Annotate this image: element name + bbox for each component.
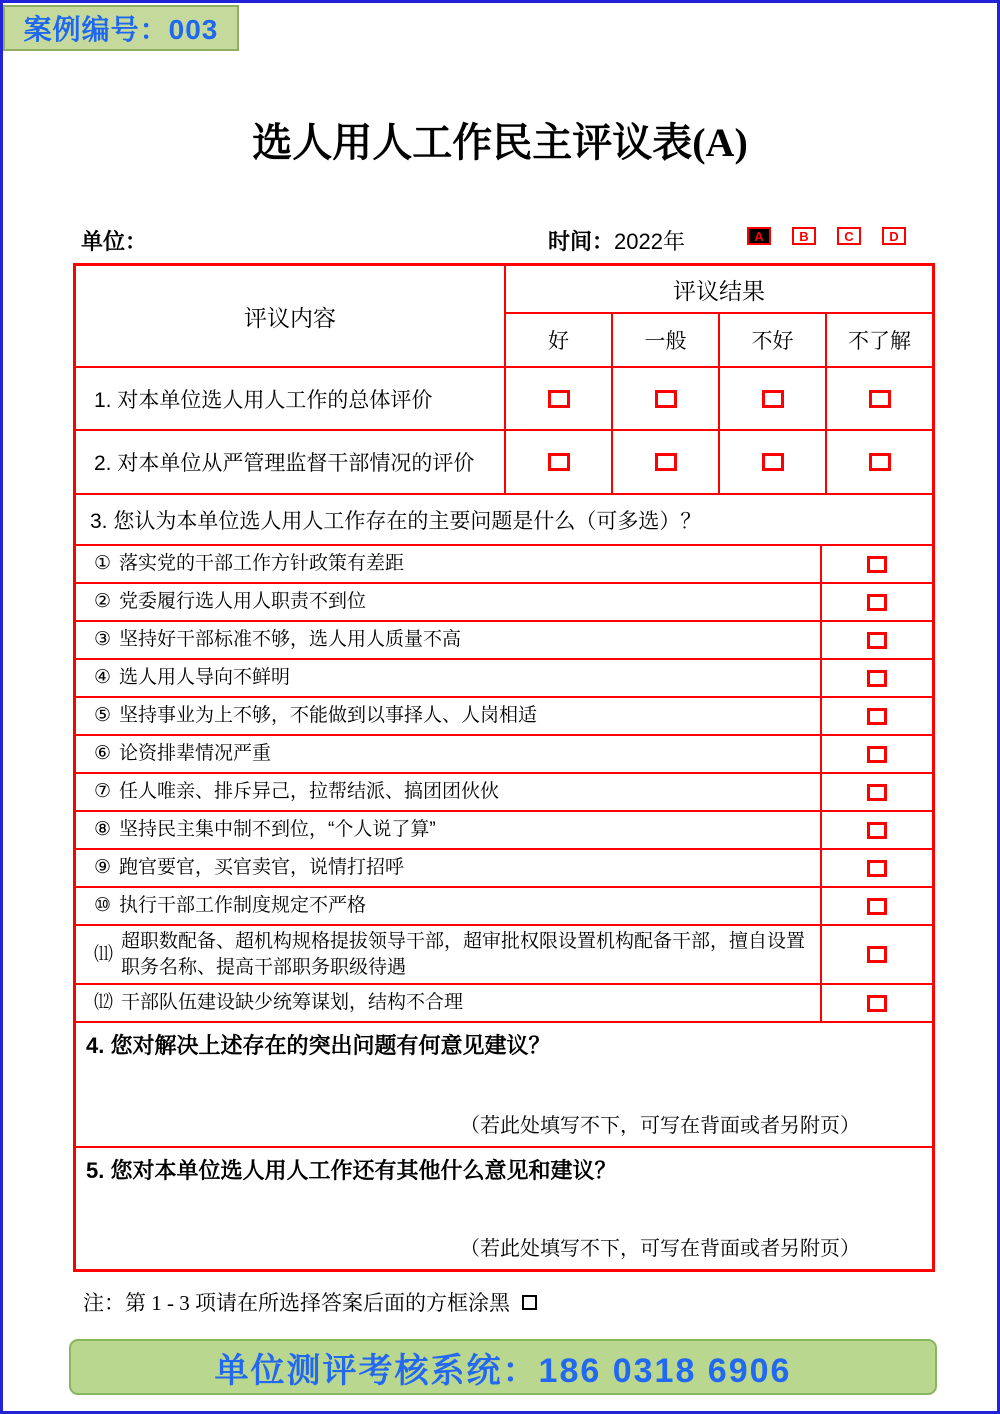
question4-note: （若此处填写不下，可写在背面或者另附页）	[460, 1115, 860, 1138]
item-number: ⑥	[94, 743, 112, 765]
item-number: ⑦	[94, 781, 112, 803]
item-checkbox[interactable]	[867, 822, 887, 839]
rating-checkbox[interactable]	[869, 390, 891, 408]
question5-note: （若此处填写不下，可写在背面或者另附页）	[460, 1238, 860, 1261]
rating-cell	[506, 431, 613, 493]
question3-header: 3. 您认为本单位选人用人工作存在的主要问题是什么（可多选）？	[76, 493, 932, 544]
item-label: 落实党的干部工作方针政策有差距	[119, 553, 405, 575]
item-number: ⑧	[94, 819, 112, 841]
rating-cell	[613, 431, 720, 493]
item-text	[76, 698, 822, 734]
problem-item-5	[76, 696, 932, 734]
header-content: 评议内容	[76, 266, 506, 366]
item-label: 坚持事业为上不够，不能做到以事择人、人岗相适	[119, 705, 538, 727]
table-header-row	[76, 266, 932, 366]
item-number: ⑩	[94, 895, 112, 917]
question5-label: 5. 您对本单位选人用人工作还有其他什么意见和建议？	[86, 1158, 617, 1184]
item-text	[76, 812, 822, 848]
footer-text: 单位测评考核系统：186 0318 6906	[214, 1351, 792, 1390]
item-number: ⑤	[94, 705, 112, 727]
problem-item-11	[76, 924, 932, 983]
item-label: 任人唯亲、排斥异己，拉帮结派、搞团团伙伙	[119, 781, 500, 803]
item-checkbox[interactable]	[867, 708, 887, 725]
problem-item-7	[76, 772, 932, 810]
header-option-unknown: 不了解	[848, 330, 911, 353]
item-text	[76, 888, 822, 924]
footnote	[83, 1287, 537, 1317]
item-checkbox-cell	[822, 622, 932, 658]
item-text	[76, 985, 822, 1021]
item-checkbox-cell	[822, 850, 932, 886]
header-option-average: 一般	[613, 314, 720, 366]
case-number-badge	[3, 5, 239, 51]
header-option-bad: 不好	[720, 314, 827, 366]
header-result-group	[506, 266, 932, 366]
footnote-text: 注：第 1 - 3 项请在所选择答案后面的方框涂黑	[83, 1291, 510, 1315]
item-checkbox[interactable]	[867, 670, 887, 687]
rating-cell	[506, 368, 613, 429]
item-label: 干部队伍建设缺少统筹谋划，结构不合理	[121, 992, 464, 1014]
problem-item-12	[76, 983, 932, 1021]
version-option-b[interactable]: B	[792, 227, 816, 245]
time-label: 时间：	[548, 229, 615, 254]
item-checkbox[interactable]	[867, 746, 887, 763]
item-label: 论资排辈情况严重	[119, 743, 272, 765]
question4-section[interactable]	[76, 1021, 932, 1146]
item-checkbox-cell	[822, 774, 932, 810]
item-checkbox[interactable]	[867, 860, 887, 877]
problem-item-2	[76, 582, 932, 620]
item-checkbox-cell	[822, 660, 932, 696]
item-number: ②	[94, 591, 112, 613]
footer-banner	[69, 1339, 937, 1395]
item-checkbox-cell	[822, 698, 932, 734]
item-text	[76, 546, 822, 582]
item-checkbox[interactable]	[867, 784, 887, 801]
rating-cell	[827, 368, 932, 429]
item-text	[76, 850, 822, 886]
rating-cell	[613, 368, 720, 429]
rating-checkbox[interactable]	[762, 453, 784, 471]
evaluation-table	[73, 263, 935, 1272]
item-label: 跑官要官，买官卖官，说情打招呼	[119, 857, 405, 879]
example-checkbox-icon	[522, 1295, 537, 1310]
item-checkbox-cell	[822, 985, 932, 1021]
item-checkbox[interactable]	[867, 594, 887, 611]
problem-item-4	[76, 658, 932, 696]
rating-checkbox[interactable]	[869, 453, 891, 471]
rating-row-2	[76, 429, 932, 493]
item-number: ①	[94, 553, 112, 575]
problem-item-8	[76, 810, 932, 848]
rating-checkbox[interactable]	[655, 453, 677, 471]
problem-item-3	[76, 620, 932, 658]
rating-row-label: 2. 对本单位从严管理监督干部情况的评价	[76, 431, 506, 493]
version-option-a[interactable]: A	[747, 227, 771, 245]
item-checkbox-cell	[822, 926, 932, 983]
rating-cell	[827, 431, 932, 493]
rating-cell	[720, 368, 827, 429]
item-checkbox-cell	[822, 584, 932, 620]
version-options	[747, 227, 906, 245]
item-label: 党委履行选人用人职责不到位	[119, 591, 367, 613]
item-checkbox[interactable]	[867, 898, 887, 915]
item-label: 执行干部工作制度规定不严格	[119, 895, 367, 917]
item-checkbox[interactable]	[867, 632, 887, 649]
rating-cell	[720, 431, 827, 493]
time-field	[548, 225, 685, 256]
problem-item-10	[76, 886, 932, 924]
item-text	[76, 584, 822, 620]
rating-checkbox[interactable]	[548, 390, 570, 408]
rating-checkbox[interactable]	[762, 390, 784, 408]
item-number: ③	[94, 629, 112, 651]
rating-row-1	[76, 366, 932, 429]
item-checkbox-cell	[822, 812, 932, 848]
header-option-good: 好	[506, 314, 613, 366]
page-title: 选人用人工作民主评议表(A)	[252, 120, 748, 165]
item-checkbox-cell	[822, 888, 932, 924]
time-value: 2022年	[614, 229, 685, 254]
item-number: ④	[94, 667, 112, 689]
item-label: 坚持好干部标准不够，选人用人质量不高	[119, 629, 462, 651]
problem-item-9	[76, 848, 932, 886]
version-option-c[interactable]: C	[837, 227, 861, 245]
version-option-d[interactable]: D	[882, 227, 906, 245]
rating-row-label: 1. 对本单位选人用人工作的总体评价	[76, 368, 506, 429]
header-options	[506, 314, 932, 366]
info-row	[3, 223, 997, 255]
item-number: ⑿	[94, 992, 114, 1014]
header-result: 评议结果	[506, 266, 932, 314]
item-number: ⑾	[94, 943, 114, 965]
case-number-text: 案例编号：003	[23, 14, 219, 45]
problem-item-1	[76, 544, 932, 582]
item-checkbox[interactable]	[867, 946, 887, 963]
item-label: 超职数配备、超机构规格提拔领导干部，超审批权限设置机构配备干部，擅自设置职务名称、提高干部职务职级待遇	[121, 931, 806, 978]
item-label: 坚持民主集中制不到位，“个人说了算”	[119, 819, 436, 841]
item-text	[76, 622, 822, 658]
item-text	[76, 660, 822, 696]
question4-label: 4. 您对解决上述存在的突出问题有何意见建议？	[86, 1033, 551, 1059]
item-text	[76, 926, 822, 983]
item-text	[76, 774, 822, 810]
item-number: ⑨	[94, 857, 112, 879]
unit-label: 单位：	[81, 229, 148, 254]
rating-checkbox[interactable]	[548, 453, 570, 471]
question5-section[interactable]	[76, 1146, 932, 1269]
item-label: 选人用人导向不鲜明	[119, 667, 291, 689]
rating-checkbox[interactable]	[655, 390, 677, 408]
item-checkbox-cell	[822, 736, 932, 772]
item-checkbox[interactable]	[867, 995, 887, 1012]
item-text	[76, 736, 822, 772]
item-checkbox[interactable]	[867, 556, 887, 573]
problem-item-6	[76, 734, 932, 772]
item-checkbox-cell	[822, 546, 932, 582]
